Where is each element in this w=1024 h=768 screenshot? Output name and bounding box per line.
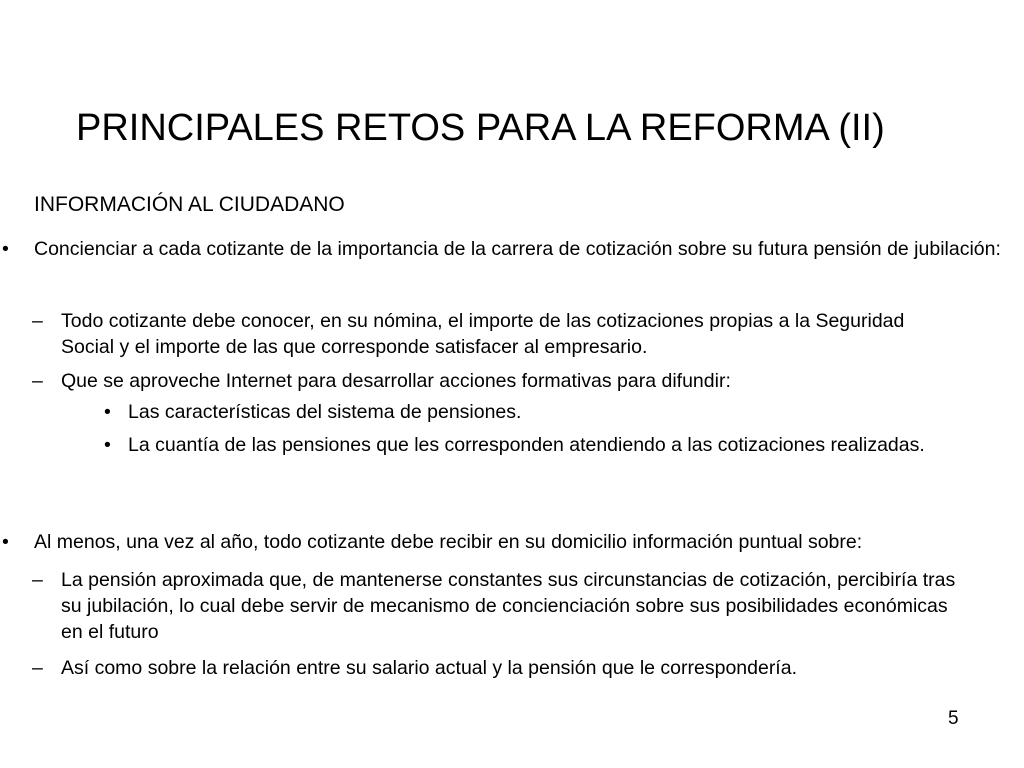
slide-title: PRINCIPALES RETOS PARA LA REFORMA (II)	[76, 107, 885, 149]
bullet-item	[2, 529, 1004, 555]
sub-sub-item-text: Las características del sistema de pensiones.	[128, 401, 522, 423]
bullet-marker: •	[104, 434, 111, 456]
sub-item-text: La pensión aproximada que, de mantenerse constantes sus circunstancias de cotización, percibiría tras su jubilación, lo cual debe servir de mecanismo de concienciación sobre sus posibilidades económicas en el futuro	[61, 569, 956, 643]
sub-item-text: Así como sobre la relación entre su salario actual y la pensión que le correspondería.	[61, 657, 797, 679]
bullet-marker: •	[2, 531, 9, 553]
sub-item-text: Que se aproveche Internet para desarrollar acciones formativas para difundir:	[61, 370, 731, 392]
section-heading: INFORMACIÓN AL CIUDADANO	[34, 193, 345, 216]
bullet-text: Concienciar a cada cotizante de la importancia de la carrera de cotización sobre su futura pensión de jubilación:	[34, 238, 1001, 260]
bullet-text: Al menos, una vez al año, todo cotizante debe recibir en su domicilio información puntual sobre:	[34, 531, 863, 553]
sub-item	[32, 655, 961, 681]
sub-sub-item-text: La cuantía de las pensiones que les corresponden atendiendo a las cotizaciones realizadas.	[128, 434, 925, 456]
sub-sub-item	[104, 432, 978, 458]
bullet-marker: •	[104, 401, 111, 423]
sub-item	[32, 308, 961, 360]
sub-item	[32, 567, 961, 645]
sub-item-text: Todo cotizante debe conocer, en su nómina, el importe de las cotizaciones propias a la Seguridad Social y el importe de las que corresponde satisfacer al empresario.	[61, 310, 905, 358]
dash-marker: –	[32, 657, 43, 679]
bullet-marker: •	[2, 238, 9, 260]
dash-marker: –	[32, 310, 43, 332]
dash-marker: –	[32, 370, 43, 392]
bullet-item	[2, 231, 1004, 267]
sub-item	[32, 368, 961, 394]
dash-marker: –	[32, 569, 43, 591]
page-number: 5	[948, 708, 959, 729]
sub-sub-item	[104, 399, 978, 425]
